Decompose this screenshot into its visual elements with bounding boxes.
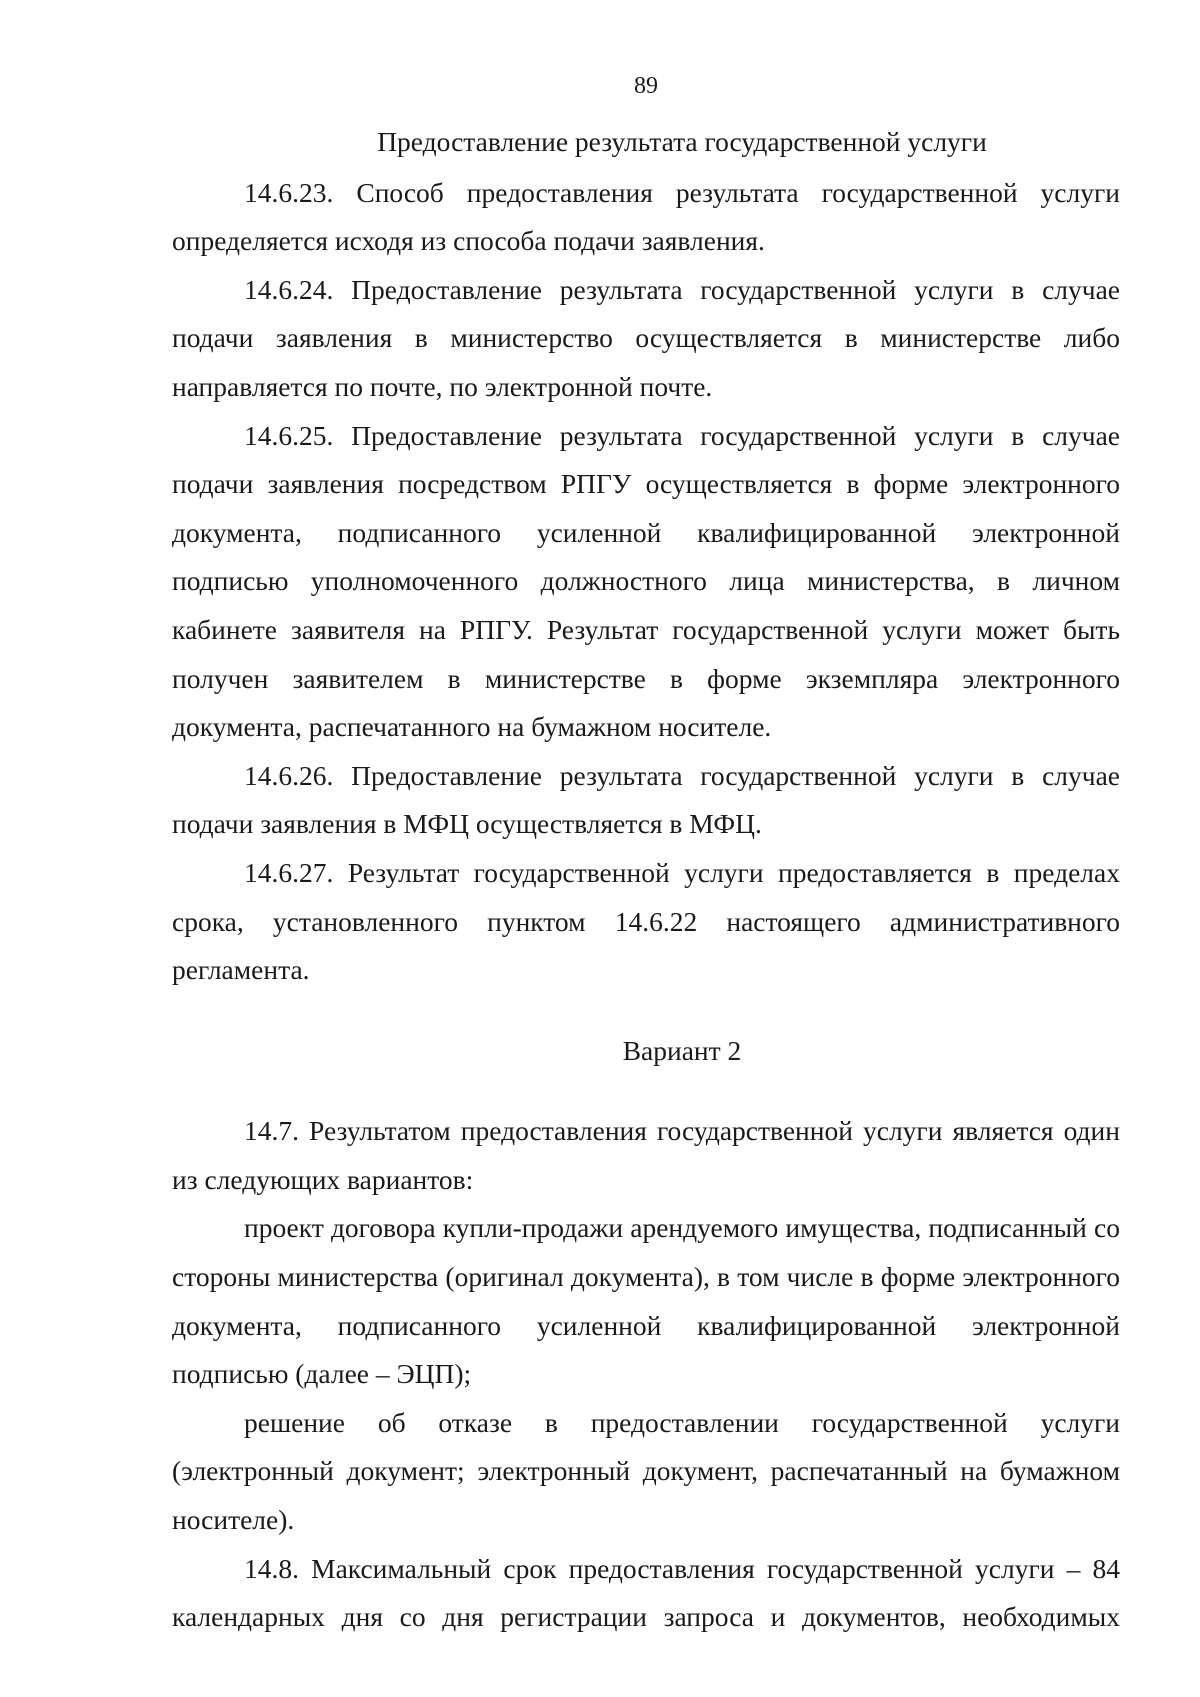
paragraph-14-7: 14.7. Результатом предоставления государственной услуги является один из следующих вариантов: (172, 1115, 1120, 1195)
paragraph-14-6-26: 14.6.26. Предоставление результата государственной услуги в случае подачи заявления в МФЦ осуществляется в МФЦ. (172, 759, 1120, 840)
variant-heading: Вариант 2 (622, 1034, 742, 1066)
paragraph-14-6-23: 14.6.23. Способ предоставления результата государственной услуги определяется исходя из способа подачи заявления. (172, 176, 1120, 257)
paragraph-14-6-24: 14.6.24. Предоставление результата государственной услуги в случае подачи заявления в министерство осуществляется в министерстве либо направляется по почте, по электронной почте. (172, 273, 1120, 402)
page-content (172, 118, 1120, 1642)
page-number: 89 (634, 73, 658, 99)
list-item-contract-draft: проект договора купли-продажи арендуемого имущества, подписанный со стороны министерства (оригинал документа), в том числе в форме электронного документа, подписанного усиленной квалифицированной электронной подписью (далее – ЭЦП); (172, 1212, 1120, 1390)
paragraph-14-6-27: 14.6.27. Результат государственной услуги предоставляется в пределах срока, установленного пунктом 14.6.22 настоящего административного регламента. (172, 856, 1120, 986)
list-item-refusal-decision: решение об отказе в предоставлении государственной услуги (электронный документ; электронный документ, распечатанный на бумажном носителе). (172, 1406, 1120, 1536)
paragraph-14-8: 14.8. Максимальный срок предоставления государственной услуги – 84 календарных дня со дня регистрации запроса и документов, необходимых (172, 1552, 1120, 1633)
paragraph-14-6-25: 14.6.25. Предоставление результата государственной услуги в случае подачи заявления посредством РПГУ осуществляется в форме электронного документа, подписанного усиленной квалифицированной электронной подписью уполномоченного должностного лица министерства, в личном кабинете заявителя на РПГУ. Результат государственной услуги может быть получен заявителем в министерстве в форме экземпляра электронного документа, распечатанного на бумажном носителе. (172, 419, 1120, 743)
section-heading: Предоставление результата государственной услуги (377, 126, 987, 157)
